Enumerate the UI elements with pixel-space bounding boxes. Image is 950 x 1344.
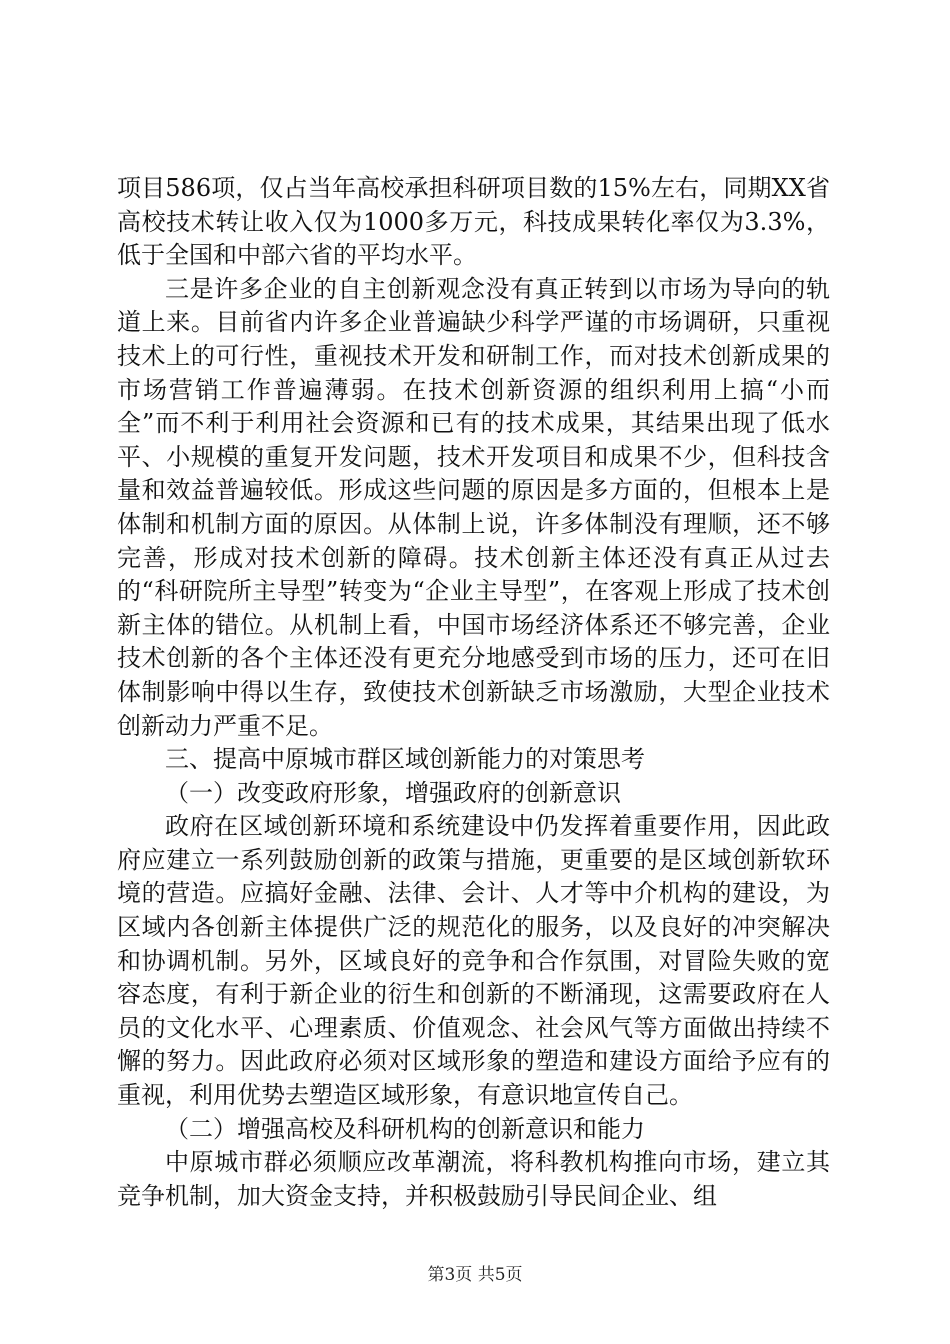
section-heading-countermeasures: 三、提高中原城市群区域创新能力的对策思考 [165, 745, 645, 774]
paragraph-enterprise-innovation: 三是许多企业的自主创新观念没有真正转到以市场为导向的轨道上来。目前省内许多企业普遍缺少科学严谨的市场调研，只重视技术上的可行性，重视技术开发和研制工作，而对技术创新成果的市场营销工作普遍薄弱。在技术创新资源的组织利用上搞“小而全”而不利于利用社会资源和已有的技术成果，其结果出现了低水平、小规模的重复开发问题，技术开发项目和成果不少，但科技含量和效益普遍较低。形成这些问题的原因是多方面的，但根本上是体制和机制方面的原因。从体制上说，许多体制没有理顺，还不够完善，形成对技术创新的障碍。技术创新主体还没有真正从过去的“科研院所主导型”转变为“企业主导型”，在客观上形成了技术创新主体的错位。从机制上看，中国市场经济体系还不够完善，企业技术创新的各个主体还没有更充分地感受到市场的压力，还可在旧体制影响中得以生存，致使技术创新缺乏市场激励，大型企业技术创新动力严重不足。 [117, 274, 830, 740]
paragraph-universities: 中原城市群必须顺应改革潮流，将科教机构推向市场，建立其竞争机制，加大资金支持，并积极鼓励引导民间企业、组 [117, 1148, 830, 1210]
paragraph-continuation: 项目586项，仅占当年高校承担科研项目数的15%左右，同期XX省高校技术转让收入仅为1000多万元，科技成果转化率仅为3.3%，低于全国和中部六省的平均水平。 [117, 174, 830, 270]
paragraph-government-role: 政府在区域创新环境和系统建设中仍发挥着重要作用，因此政府应建立一系列鼓励创新的政策与措施，更重要的是区域创新软环境的营造。应搞好金融、法律、会计、人才等中介机构的建设，为区域内各创新主体提供广泛的规范化的服务，以及良好的冲突解决和协调机制。另外，区域良好的竞争和合作氛围，对冒险失败的宽容态度，有利于新企业的衍生和创新的不断涌现，这需要政府在人员的文化水平、心理素质、价值观念、社会风气等方面做出持续不懈的努力。因此政府必须对区域形象的塑造和建设方面给予应有的重视，利用优势去塑造区域形象，有意识地宣传自己。 [117, 812, 830, 1110]
subsection-heading-universities: （二）增强高校及科研机构的创新意识和能力 [165, 1114, 645, 1143]
page-number-footer: 第3页 共5页 [427, 1265, 523, 1285]
subsection-heading-government: （一）改变政府形象，增强政府的创新意识 [165, 778, 621, 807]
document-body [117, 172, 830, 1213]
